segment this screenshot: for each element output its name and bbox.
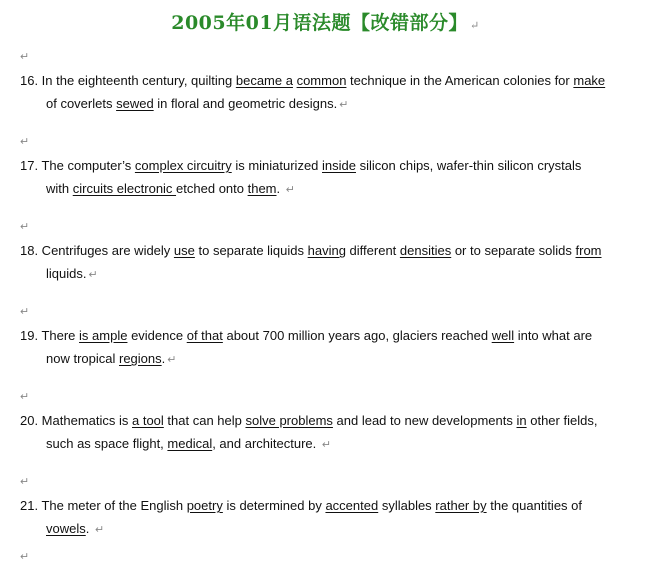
text-run: is miniaturized — [231, 158, 323, 173]
page-title — [0, 8, 651, 35]
underlined-phrase: common — [296, 73, 347, 88]
underlined-phrase: sewed — [116, 96, 154, 111]
paragraph-mark-icon: ↵ — [20, 551, 30, 563]
underlined-phrase: rather by — [435, 498, 487, 513]
text-run: about 700 million years ago, glaciers reached — [222, 328, 492, 343]
question-line — [20, 494, 630, 517]
text-run: . — [85, 521, 93, 536]
underlined-phrase: circuits electronic — [72, 181, 177, 196]
question-continuation-line — [20, 432, 630, 457]
text-run: silicon chips, wafer-thin silicon crystals — [355, 158, 582, 173]
question-line — [20, 409, 630, 432]
paragraph-mark-icon: ↵ — [20, 306, 30, 318]
paragraph-mark-icon: ↵ — [88, 269, 98, 281]
text-run: , and architecture. — [212, 436, 320, 451]
paragraph-mark-icon: ↵ — [20, 136, 30, 148]
question-paragraph — [20, 324, 630, 372]
question-line — [20, 324, 630, 347]
text-run: with — [46, 181, 73, 196]
paragraph-mark-icon: ↵ — [94, 524, 105, 536]
underlined-phrase: densities — [399, 243, 452, 258]
text-run: now tropical — [46, 351, 119, 366]
paragraph-mark-icon: ↵ — [20, 221, 30, 233]
text-run: into what are — [514, 328, 593, 343]
text-run: different — [345, 243, 400, 258]
text-run: other fields, — [526, 413, 598, 428]
question-continuation-line — [20, 347, 630, 372]
text-run: evidence — [127, 328, 187, 343]
underlined-phrase: well — [491, 328, 515, 343]
text-run: 20. Mathematics is — [20, 413, 132, 428]
question-continuation-line — [20, 177, 630, 202]
text-run: the quantities of — [486, 498, 583, 513]
question-continuation-line — [20, 262, 630, 287]
question-paragraph — [20, 409, 630, 457]
underlined-phrase: medical — [167, 436, 213, 451]
question-paragraph — [20, 239, 630, 287]
text-run: is determined by — [222, 498, 326, 513]
underlined-phrase: make — [573, 73, 606, 88]
text-run: to separate liquids — [194, 243, 308, 258]
question-paragraph — [20, 494, 630, 542]
underlined-phrase: became a — [235, 73, 293, 88]
paragraph-mark-icon: ↵ — [285, 184, 295, 196]
title-text: 2005年01月语法题【改错部分】 — [171, 12, 469, 34]
underlined-phrase: inside — [322, 158, 356, 173]
text-run: 18. Centrifuges are widely — [20, 243, 174, 258]
text-run: liquids. — [46, 266, 87, 281]
text-run: in floral and geometric designs. — [153, 96, 338, 111]
underlined-phrase: of that — [186, 328, 223, 343]
text-run: 19. There — [20, 328, 80, 343]
paragraph-mark-icon: ↵ — [321, 439, 332, 451]
text-run: or to separate solids — [451, 243, 576, 258]
text-run: of coverlets — [46, 96, 117, 111]
underlined-phrase: regions — [118, 351, 162, 366]
text-run: such as space flight, — [46, 436, 168, 451]
text-run: 21. The meter of the English — [20, 498, 187, 513]
text-run: . — [276, 181, 284, 196]
text-run: and lead to new developments — [332, 413, 517, 428]
underlined-phrase: them — [247, 181, 277, 196]
question-continuation-line — [20, 92, 630, 117]
text-run: 16. In the eighteenth century, quilting — [20, 73, 236, 88]
underlined-phrase: from — [575, 243, 602, 258]
paragraph-mark-icon: ↵ — [470, 19, 480, 32]
underlined-phrase: complex circuitry — [134, 158, 232, 173]
underlined-phrase: in — [516, 413, 527, 428]
question-continuation-line — [20, 517, 630, 542]
underlined-phrase: accented — [325, 498, 379, 513]
underlined-phrase: use — [173, 243, 195, 258]
underlined-phrase: poetry — [186, 498, 223, 513]
text-run: syllables — [378, 498, 436, 513]
underlined-phrase: solve problems — [245, 413, 333, 428]
paragraph-mark-icon: ↵ — [167, 354, 177, 366]
question-paragraph — [20, 69, 630, 117]
paragraph-mark-icon: ↵ — [339, 99, 349, 111]
paragraph-mark-icon: ↵ — [20, 391, 30, 403]
paragraph-mark-icon: ↵ — [20, 51, 30, 63]
question-line — [20, 69, 630, 92]
text-run: that can help — [163, 413, 246, 428]
paragraph-mark-icon: ↵ — [20, 476, 30, 488]
underlined-phrase: having — [307, 243, 346, 258]
question-line — [20, 239, 630, 262]
text-run: technique in the American colonies for — [346, 73, 574, 88]
underlined-phrase: is ample — [79, 328, 128, 343]
question-line — [20, 154, 630, 177]
text-run: . — [161, 351, 166, 366]
underlined-phrase: a tool — [132, 413, 164, 428]
text-run: etched onto — [176, 181, 248, 196]
text-run: 17. The computer’s — [20, 158, 135, 173]
underlined-phrase: vowels — [46, 521, 86, 536]
question-paragraph — [20, 154, 630, 202]
